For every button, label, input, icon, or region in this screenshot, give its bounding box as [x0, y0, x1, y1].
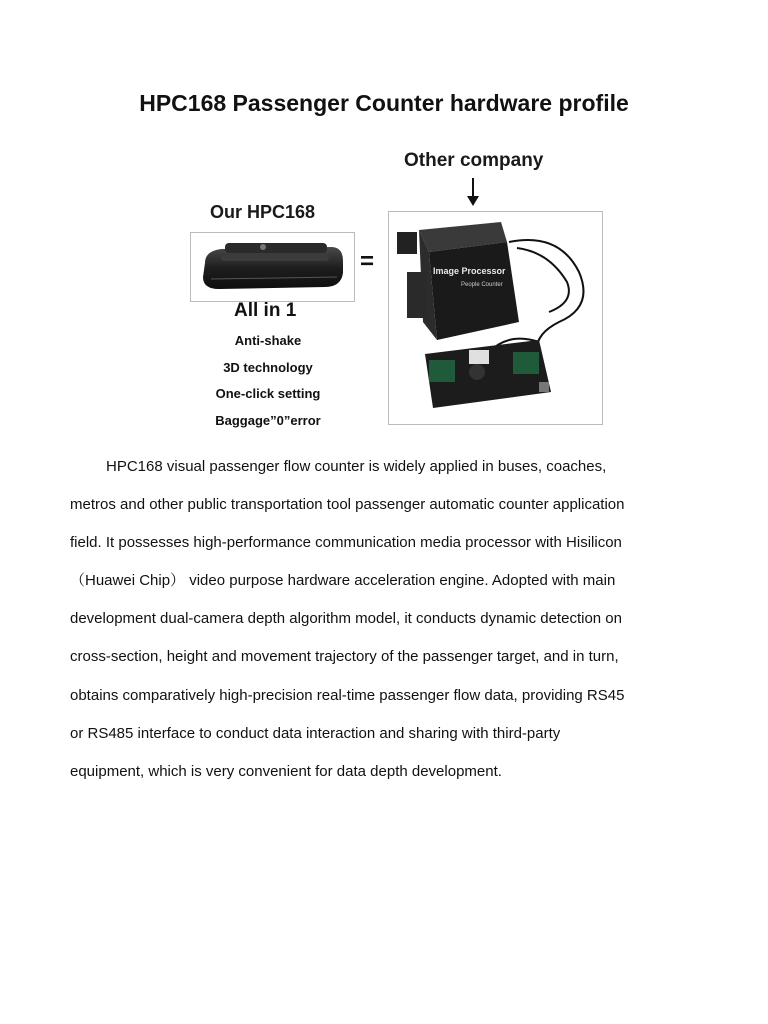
hpc168-device-image [190, 232, 355, 302]
paragraph-line: obtains comparatively high-precision real-time passenger flow data, providing RS45 [70, 686, 625, 704]
feature-item: 3D technology [223, 359, 313, 375]
paragraph-line: or RS485 interface to conduct data interaction and sharing with third-party [70, 724, 561, 742]
processor-sublabel: People Counter [461, 282, 503, 288]
feature-item: Baggage”0”error [215, 412, 321, 428]
feature-list [210, 328, 326, 434]
equals-sign: = [360, 248, 375, 275]
image-processor-device-image [388, 211, 603, 425]
page-title: HPC168 Passenger Counter hardware profile [139, 90, 629, 116]
down-arrow-icon [467, 178, 479, 206]
paragraph-line: development dual-camera depth algorithm model, it conducts dynamic detection on [70, 610, 622, 628]
feature-item: Anti-shake [234, 333, 302, 348]
other-company-label: Other company [404, 150, 544, 171]
paragraph-line: cross-section, height and movement trajectory of the passenger target, and in turn, [70, 648, 619, 666]
paragraph-line: metros and other public transportation tool passenger automatic counter application [70, 496, 625, 514]
our-product-label: Our HPC168 [210, 202, 316, 222]
paragraph-line: HPC168 visual passenger flow counter is widely applied in buses, coaches, [106, 458, 607, 475]
paragraph-line: （Huawei Chip） video purpose hardware acceleration engine. Adopted with main [70, 572, 616, 590]
paragraph-line: field. It possesses high-performance communication media processor with Hisilicon [70, 534, 622, 552]
description-paragraph [70, 457, 710, 800]
processor-label: Image Processor [433, 266, 506, 276]
feature-item: One-click setting [215, 386, 321, 401]
all-in-one-label: All in 1 [234, 300, 297, 321]
comparison-figure [180, 148, 610, 428]
paragraph-line: equipment, which is very convenient for data depth development. [70, 762, 502, 780]
